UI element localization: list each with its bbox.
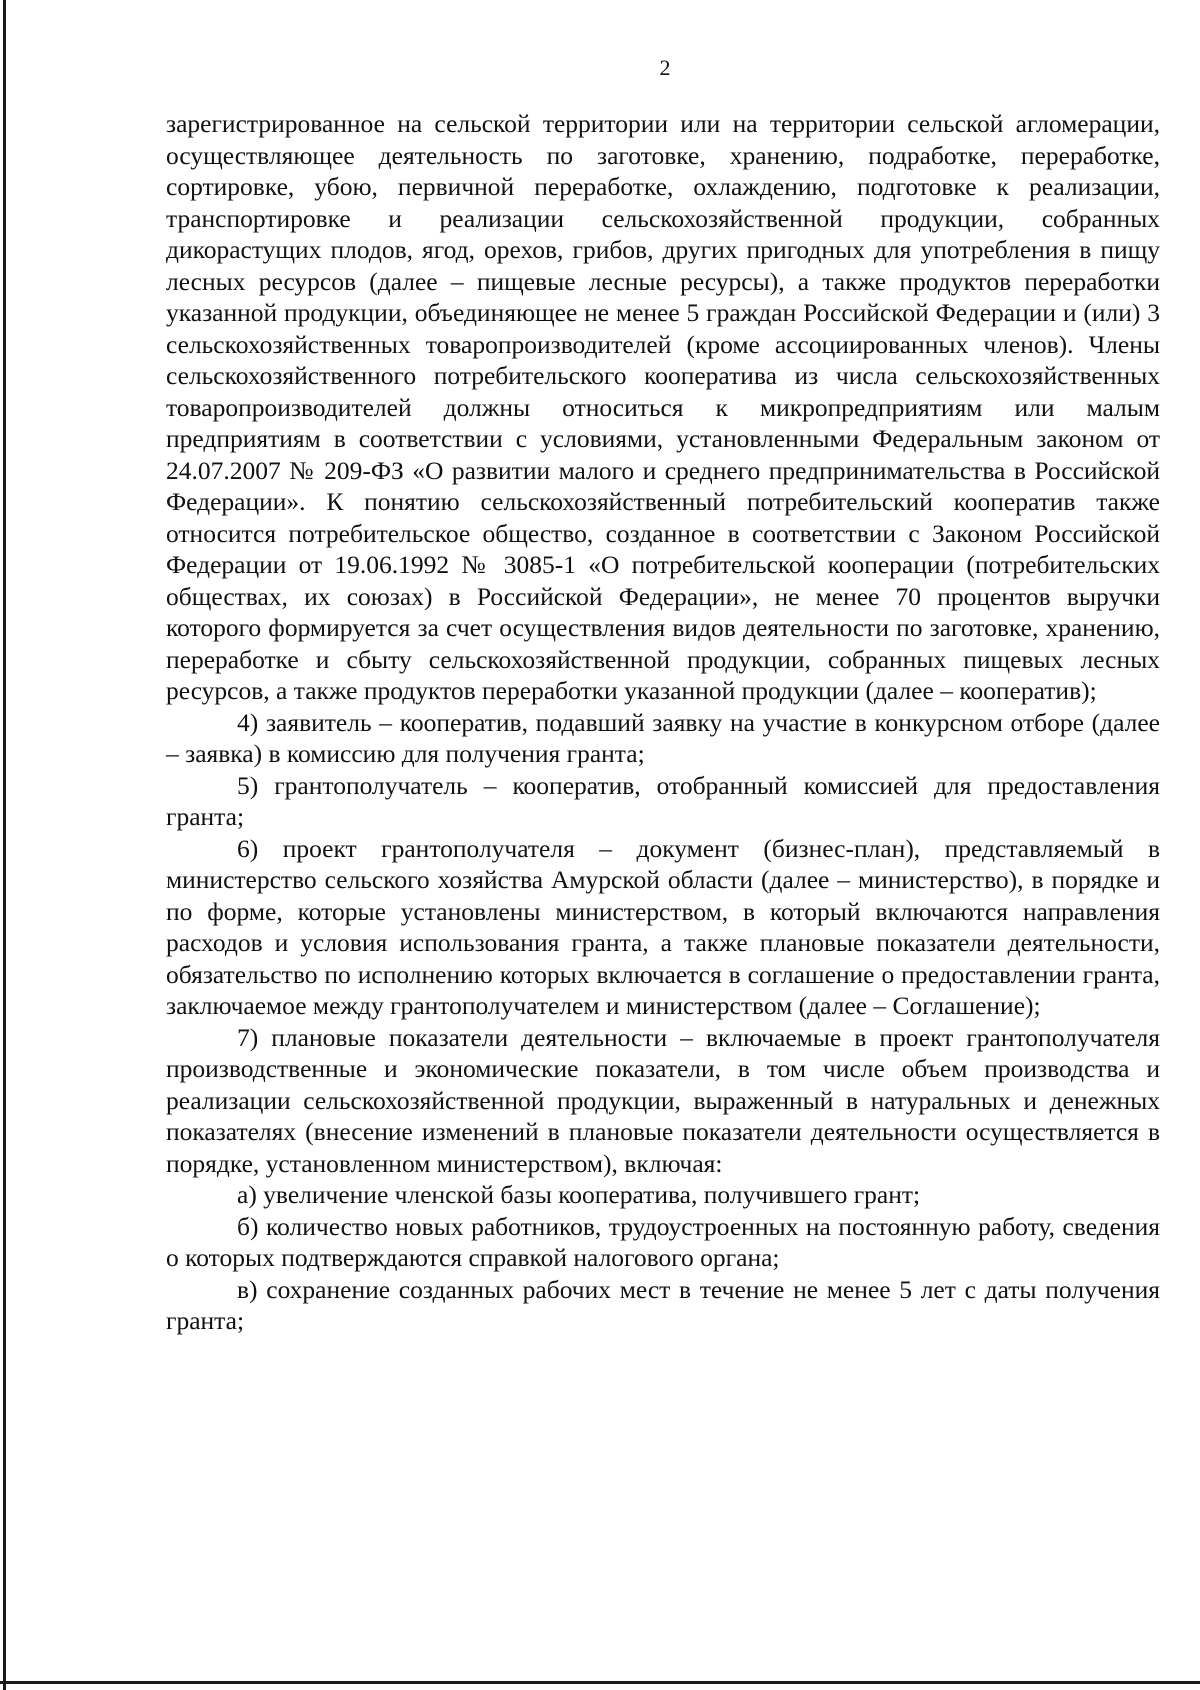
paragraph-cooperative-definition: зарегистрированное на сельской территории или на территории сельской агломерации, осуществляющее деятельность по заготовке, хранению, подработке, переработке, сортировке, убою, первичной переработке, охлаждению, подготовке к реализации, транспортировке и реализации сельскохозяйственной продукции, собранных дикорастущих плодов, ягод, орехов, грибов, других пригодных для употребления в пищу лесных ресурсов (далее – пищевые лесные ресурсы), а также продуктов переработки указанной продукции, объединяющее не менее 5 граждан Российской Федерации и (или) 3 сельскохозяйственных товаропроизводителей (кроме ассоциированных членов). Члены сельскохозяйственного потребительского кооператива из числа сельскохозяйственных товаропроизводителей должны относиться к микропредприятиям или малым предприятиям в соответствии с условиями, установленными Федеральным законом от 24.07.2007 № 209-ФЗ «О развитии малого и среднего предпринимательства в Российской Федерации». К понятию сельскохозяйственный потребительский кооператив также относится потребительское общество, созданное в соответствии с Законом Российской Федерации от 19.06.1992 № 3085-1 «О потребительской кооперации (потребительских обществах, их союзах) в Российской Федерации», не менее 70 процентов выручки которого формируется за счет осуществления видов деятельности по заготовке, хранению, переработке и сбыту сельскохозяйственной продукции, собранных пищевых лесных ресурсов, а также продуктов переработки указанной продукции (далее – кооператив); bbox=[166, 109, 1160, 705]
page-number: 2 bbox=[659, 55, 671, 80]
paragraph-item-4-applicant: 4) заявитель – кооператив, подавший заявку на участие в конкурсном отборе (далее – заявка) в комиссию для получения гранта; bbox=[166, 707, 1160, 768]
paragraph-item-7-indicators: 7) плановые показатели деятельности – включаемые в проект грантополучателя производственные и экономические показатели, в том числе объем производства и реализации сельскохозяйственной продукции, выраженный в натуральных и денежных показателях (внесение изменений в плановые показатели деятельности осуществляется в порядке, установленном министерством), включая: bbox=[166, 1022, 1160, 1178]
scan-bottom-border bbox=[0, 1681, 1200, 1684]
paragraph-subitem-v: в) сохранение созданных рабочих мест в течение не менее 5 лет с даты получения гранта; bbox=[166, 1274, 1160, 1335]
paragraph-subitem-a: а) увеличение членской базы кооператива, получившего грант; bbox=[237, 1180, 921, 1209]
paragraph-item-6-project: 6) проект грантополучателя – документ (бизнес-план), представляемый в министерство сельского хозяйства Амурской области (далее – министерство), в порядке и по форме, которые установлены министерством, в который включаются направления расходов и условия использования гранта, а также плановые показатели деятельности, обязательство по исполнению которых включается в соглашение о предоставлении гранта, заключаемое между грантополучателем и министерством (далее – Соглашение); bbox=[166, 833, 1160, 1020]
document-body bbox=[166, 108, 1160, 1337]
scan-left-border bbox=[3, 0, 6, 1690]
paragraph-item-5-grantee: 5) грантополучатель – кооператив, отобранный комиссией для предоставления гранта; bbox=[166, 770, 1160, 831]
paragraph-subitem-b: б) количество новых работников, трудоустроенных на постоянную работу, сведения о которых подтверждаются справкой налогового органа; bbox=[166, 1211, 1160, 1272]
